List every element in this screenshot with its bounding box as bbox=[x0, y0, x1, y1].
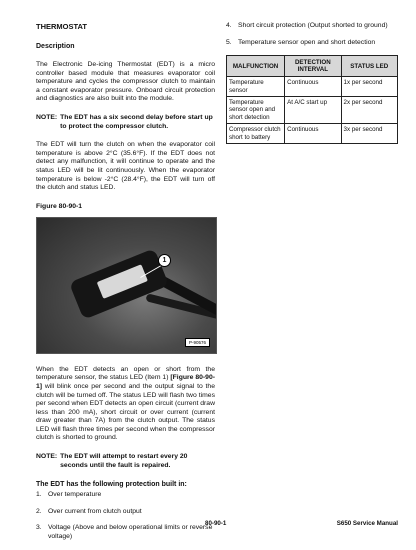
description-paragraph-1: The Electronic De-icing Thermostat (EDT) is a micro controller based module that measures evaporator coil temperature and cycles the compressor clutch to maintain a constant evaporator pressure. Onboard circuit protection and diagnostics are also built into the module. bbox=[36, 61, 215, 103]
table-row bbox=[227, 124, 398, 144]
table-cell: Continuous bbox=[285, 77, 341, 97]
figure-label: Figure 80-90-1 bbox=[36, 202, 83, 210]
column-header-status-led: STATUS LED bbox=[341, 56, 397, 77]
section-title: THERMOSTAT bbox=[36, 22, 87, 31]
note-restart bbox=[36, 453, 215, 470]
list-number: 4. bbox=[226, 22, 232, 29]
note-text: The EDT will attempt to restart every 20 seconds until the fault is repaired. bbox=[60, 453, 188, 469]
table-cell: Temperature sensor open and short detection bbox=[227, 97, 285, 124]
description-paragraph-3 bbox=[36, 366, 215, 443]
table-cell: At A/C start up bbox=[285, 97, 341, 124]
description-paragraph-2: The EDT will turn the clutch on when the evaporator coil temperature is above 2°C (35.6°F). If the EDT does not detect any malfunction, it will continue to operate and the status LED will be lit continuously. When the evaporator temperature is below -2°C (28.4°F), the EDT will turn off the clutch and status LED. bbox=[36, 141, 215, 192]
malfunction-table bbox=[226, 55, 398, 144]
list-item bbox=[226, 39, 398, 48]
list-item bbox=[36, 491, 215, 500]
protection-list bbox=[36, 491, 215, 541]
table-row bbox=[227, 77, 398, 97]
edt-module-photo bbox=[36, 217, 217, 354]
table-cell: 3x per second bbox=[341, 124, 397, 144]
list-item bbox=[226, 22, 398, 31]
table-header-row bbox=[227, 56, 398, 77]
list-text: Over temperature bbox=[48, 491, 102, 499]
table-cell: 1x per second bbox=[341, 77, 397, 97]
protection-list-continued bbox=[226, 22, 398, 47]
list-number: 5. bbox=[226, 38, 232, 46]
list-item bbox=[36, 524, 215, 541]
list-text: Over current from clutch output bbox=[48, 507, 142, 515]
list-number: 3. bbox=[36, 524, 42, 532]
column-header-malfunction: MALFUNCTION bbox=[227, 56, 285, 77]
list-text: Temperature sensor open and short detection bbox=[238, 38, 376, 46]
right-column bbox=[226, 22, 398, 144]
paragraph-text: When the EDT detects an open or short from the temperature sensor, the status LED (Item 1) bbox=[36, 365, 215, 382]
list-number: 1. bbox=[36, 491, 42, 499]
column-header-detection-interval: DETECTION INTERVAL bbox=[285, 56, 341, 77]
table-cell: Continuous bbox=[285, 124, 341, 144]
list-text: Short circuit protection (Output shorted to ground) bbox=[238, 22, 388, 29]
description-heading: Description bbox=[36, 43, 75, 50]
table-cell: Temperature sensor bbox=[227, 77, 285, 97]
note-label: NOTE: bbox=[36, 113, 58, 121]
manual-title: S650 Service Manual bbox=[336, 520, 398, 527]
note-label: NOTE: bbox=[36, 453, 58, 461]
left-column bbox=[36, 22, 215, 550]
protection-heading: The EDT has the following protection built in: bbox=[36, 481, 187, 489]
figure-reference: [Figure 80-90-1] bbox=[36, 374, 215, 390]
list-text: Voltage (Above and below operational limits or reverse voltage) bbox=[48, 524, 213, 541]
note-text: The EDT has a six second delay before start up to protect the compressor clutch. bbox=[60, 113, 213, 130]
table-cell: 2x per second bbox=[341, 97, 397, 124]
table-row bbox=[227, 97, 398, 124]
callout-item-1: 1 bbox=[158, 254, 171, 267]
note-startup-delay bbox=[36, 114, 215, 131]
list-item bbox=[36, 508, 215, 517]
figure-id: P-90576 bbox=[185, 338, 210, 347]
list-number: 2. bbox=[36, 507, 42, 515]
page-number: 80-90-1 bbox=[205, 520, 227, 527]
module-label-sticker bbox=[97, 264, 148, 299]
paragraph-text: will blink once per second and the output signal to the clutch will be turned off. The status LED will flash two times per second when EDT detects an open circuit (current draw less than 200 mA), short circuit or over current (current draw greater than 7A) from the clutch output. The status LED will flash three times per second when the compressor clutch is shorted to ground. bbox=[36, 382, 215, 442]
table-cell: Compressor clutch short to battery bbox=[227, 124, 285, 144]
